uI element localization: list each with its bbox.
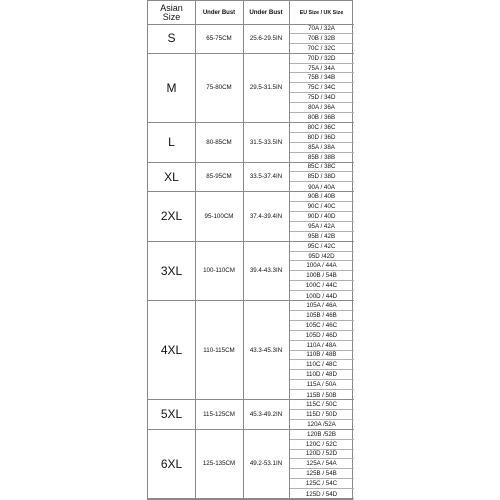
asian-size-cell: 5XL [160, 407, 183, 422]
eu-uk-size-item: 70C / 32C [307, 45, 336, 53]
asian-size-cell: 6XL [160, 456, 183, 471]
eu-uk-size-item: 90D / 40D [289, 212, 354, 222]
eu-uk-size-item: 110D / 48D [289, 370, 354, 380]
under-bust-cm-cell: 75-80CM [206, 84, 232, 92]
table-row [148, 400, 354, 430]
column-divider [195, 1, 196, 499]
under-bust-cm-cell: 115-125CM [203, 410, 235, 418]
column-divider [289, 1, 290, 499]
eu-uk-size-item: 110A / 48A [289, 341, 354, 351]
eu-uk-size-item: 95B / 42B [307, 233, 336, 241]
eu-uk-size-item: 120B /52B [289, 430, 354, 440]
eu-uk-size-list [289, 301, 354, 400]
eu-uk-size-item: 70D / 32D [289, 54, 354, 64]
eu-uk-size-item: 80D / 36D [289, 133, 354, 143]
eu-uk-size-item: 75C / 34C [289, 83, 354, 93]
under-bust-in-cell: 45.3-49.2IN [249, 410, 283, 418]
under-bust-in-cell: 39.4-43.3IN [249, 267, 283, 275]
under-bust-cm-cell: 65-75CM [206, 34, 232, 42]
eu-uk-size-item: 105D / 46D [289, 331, 354, 341]
eu-uk-size-item: 95C / 42C [289, 242, 354, 252]
asian-size-cell: L [168, 135, 175, 150]
asian-size-cell: XL [164, 169, 179, 184]
eu-uk-size-item: 80C / 36C [289, 123, 354, 133]
eu-uk-size-item: 75A / 34A [289, 64, 354, 74]
eu-uk-size-item: 120A /52A [307, 421, 336, 429]
eu-uk-size-item: 70B / 32B [289, 34, 354, 44]
table-row [148, 54, 354, 123]
eu-uk-size-list [289, 430, 354, 499]
under-bust-in-cell: 49.2-53.1IN [249, 460, 283, 468]
eu-uk-size-list [289, 163, 354, 193]
table-row [148, 192, 354, 241]
eu-uk-size-item: 100A / 44A [289, 261, 354, 271]
eu-uk-size-item: 75B / 34B [289, 73, 354, 83]
eu-uk-size-list [289, 192, 354, 241]
table-row [148, 430, 354, 499]
eu-uk-size-item: 125C / 54C [289, 479, 354, 489]
eu-uk-size-item: 90C / 40C [289, 202, 354, 212]
asian-size-cell: S [167, 31, 176, 46]
eu-uk-size-item: 115D / 50D [289, 410, 354, 420]
eu-uk-size-item: 100C / 44C [289, 281, 354, 291]
under-bust-in-cell: 31.5-33.5IN [249, 138, 283, 146]
eu-uk-size-item: 70A / 32A [289, 24, 354, 34]
header-under-bust-inches: Under Bust [249, 9, 283, 16]
table-header [148, 1, 354, 25]
eu-uk-size-item: 115B / 50B [306, 391, 337, 399]
eu-uk-size-item: 95D /42D [289, 252, 354, 262]
eu-uk-size-item: 105C / 46C [289, 321, 354, 331]
header-asian-size [148, 1, 195, 24]
table-row [148, 24, 354, 54]
under-bust-cm-cell: 110-115CM [203, 346, 235, 354]
header-asian-size-line1: Asian [160, 2, 183, 13]
eu-uk-size-item: 90A / 40A [308, 183, 335, 191]
header-under-bust: Under Bust [202, 9, 236, 16]
eu-uk-size-list [289, 400, 354, 430]
asian-size-cell: 4XL [160, 343, 183, 358]
eu-uk-size-list [289, 54, 354, 123]
eu-uk-size-item: 110C / 48C [289, 360, 354, 370]
under-bust-cm-cell: 85-95CM [206, 173, 232, 181]
eu-uk-size-list [289, 242, 354, 301]
under-bust-in-cell: 33.5-37.4IN [249, 173, 283, 181]
eu-uk-size-item: 100D / 44D [305, 292, 338, 300]
eu-uk-size-item: 125D / 54D [305, 490, 338, 498]
eu-uk-size-item: 80A / 36A [289, 103, 354, 113]
eu-uk-size-item: 100B / 54B [289, 271, 354, 281]
eu-uk-size-item: 105B / 46B [289, 311, 354, 321]
under-bust-in-cell: 37.4-39.4IN [249, 212, 283, 220]
size-chart-table [147, 0, 353, 500]
under-bust-in-cell: 25.6-29.5IN [249, 34, 283, 42]
asian-size-cell: 2XL [160, 209, 183, 224]
eu-uk-size-item: 110B / 48B [289, 351, 354, 361]
eu-uk-size-item: 80B / 36B [307, 114, 336, 122]
eu-uk-size-item: 75D / 34D [289, 93, 354, 103]
eu-uk-size-item: 85B / 38B [307, 154, 336, 162]
eu-uk-size-item: 85A / 38A [289, 143, 354, 153]
eu-uk-size-item: 120C / 52C [289, 440, 354, 450]
eu-uk-size-item: 85C / 38C [289, 163, 354, 173]
eu-uk-size-item: 105A / 46A [289, 301, 354, 311]
table-row [148, 163, 354, 193]
table-row [148, 242, 354, 301]
eu-uk-size-item: 115C / 50C [289, 400, 354, 410]
eu-uk-size-item: 90B / 40B [289, 192, 354, 202]
eu-uk-size-list [289, 123, 354, 163]
eu-uk-size-item: 95A / 42A [289, 222, 354, 232]
under-bust-cm-cell: 125-135CM [202, 460, 236, 468]
asian-size-cell: 3XL [160, 263, 183, 278]
eu-uk-size-item: 125A / 54A [289, 459, 354, 469]
eu-uk-size-item: 120D / 52D [289, 450, 354, 460]
under-bust-in-cell: 43.3-45.3IN [249, 346, 283, 354]
eu-uk-size-item: 85D / 38D [289, 172, 354, 182]
eu-uk-size-item: 125B / 54B [289, 469, 354, 479]
under-bust-cm-cell: 95-100CM [204, 212, 234, 220]
header-asian-size-line2: Size [162, 11, 181, 22]
eu-uk-size-item: 115A / 50A [289, 380, 354, 390]
under-bust-in-cell: 29.5-31.5IN [249, 84, 283, 92]
table-row [148, 301, 354, 400]
eu-uk-size-list [289, 24, 354, 54]
under-bust-cm-cell: 80-85CM [206, 138, 232, 146]
column-divider [243, 1, 244, 499]
asian-size-cell: M [166, 80, 177, 95]
under-bust-cm-cell: 100-110CM [203, 267, 235, 275]
header-eu-uk-size: EU Size / UK Size [299, 9, 344, 16]
table-row [148, 123, 354, 163]
